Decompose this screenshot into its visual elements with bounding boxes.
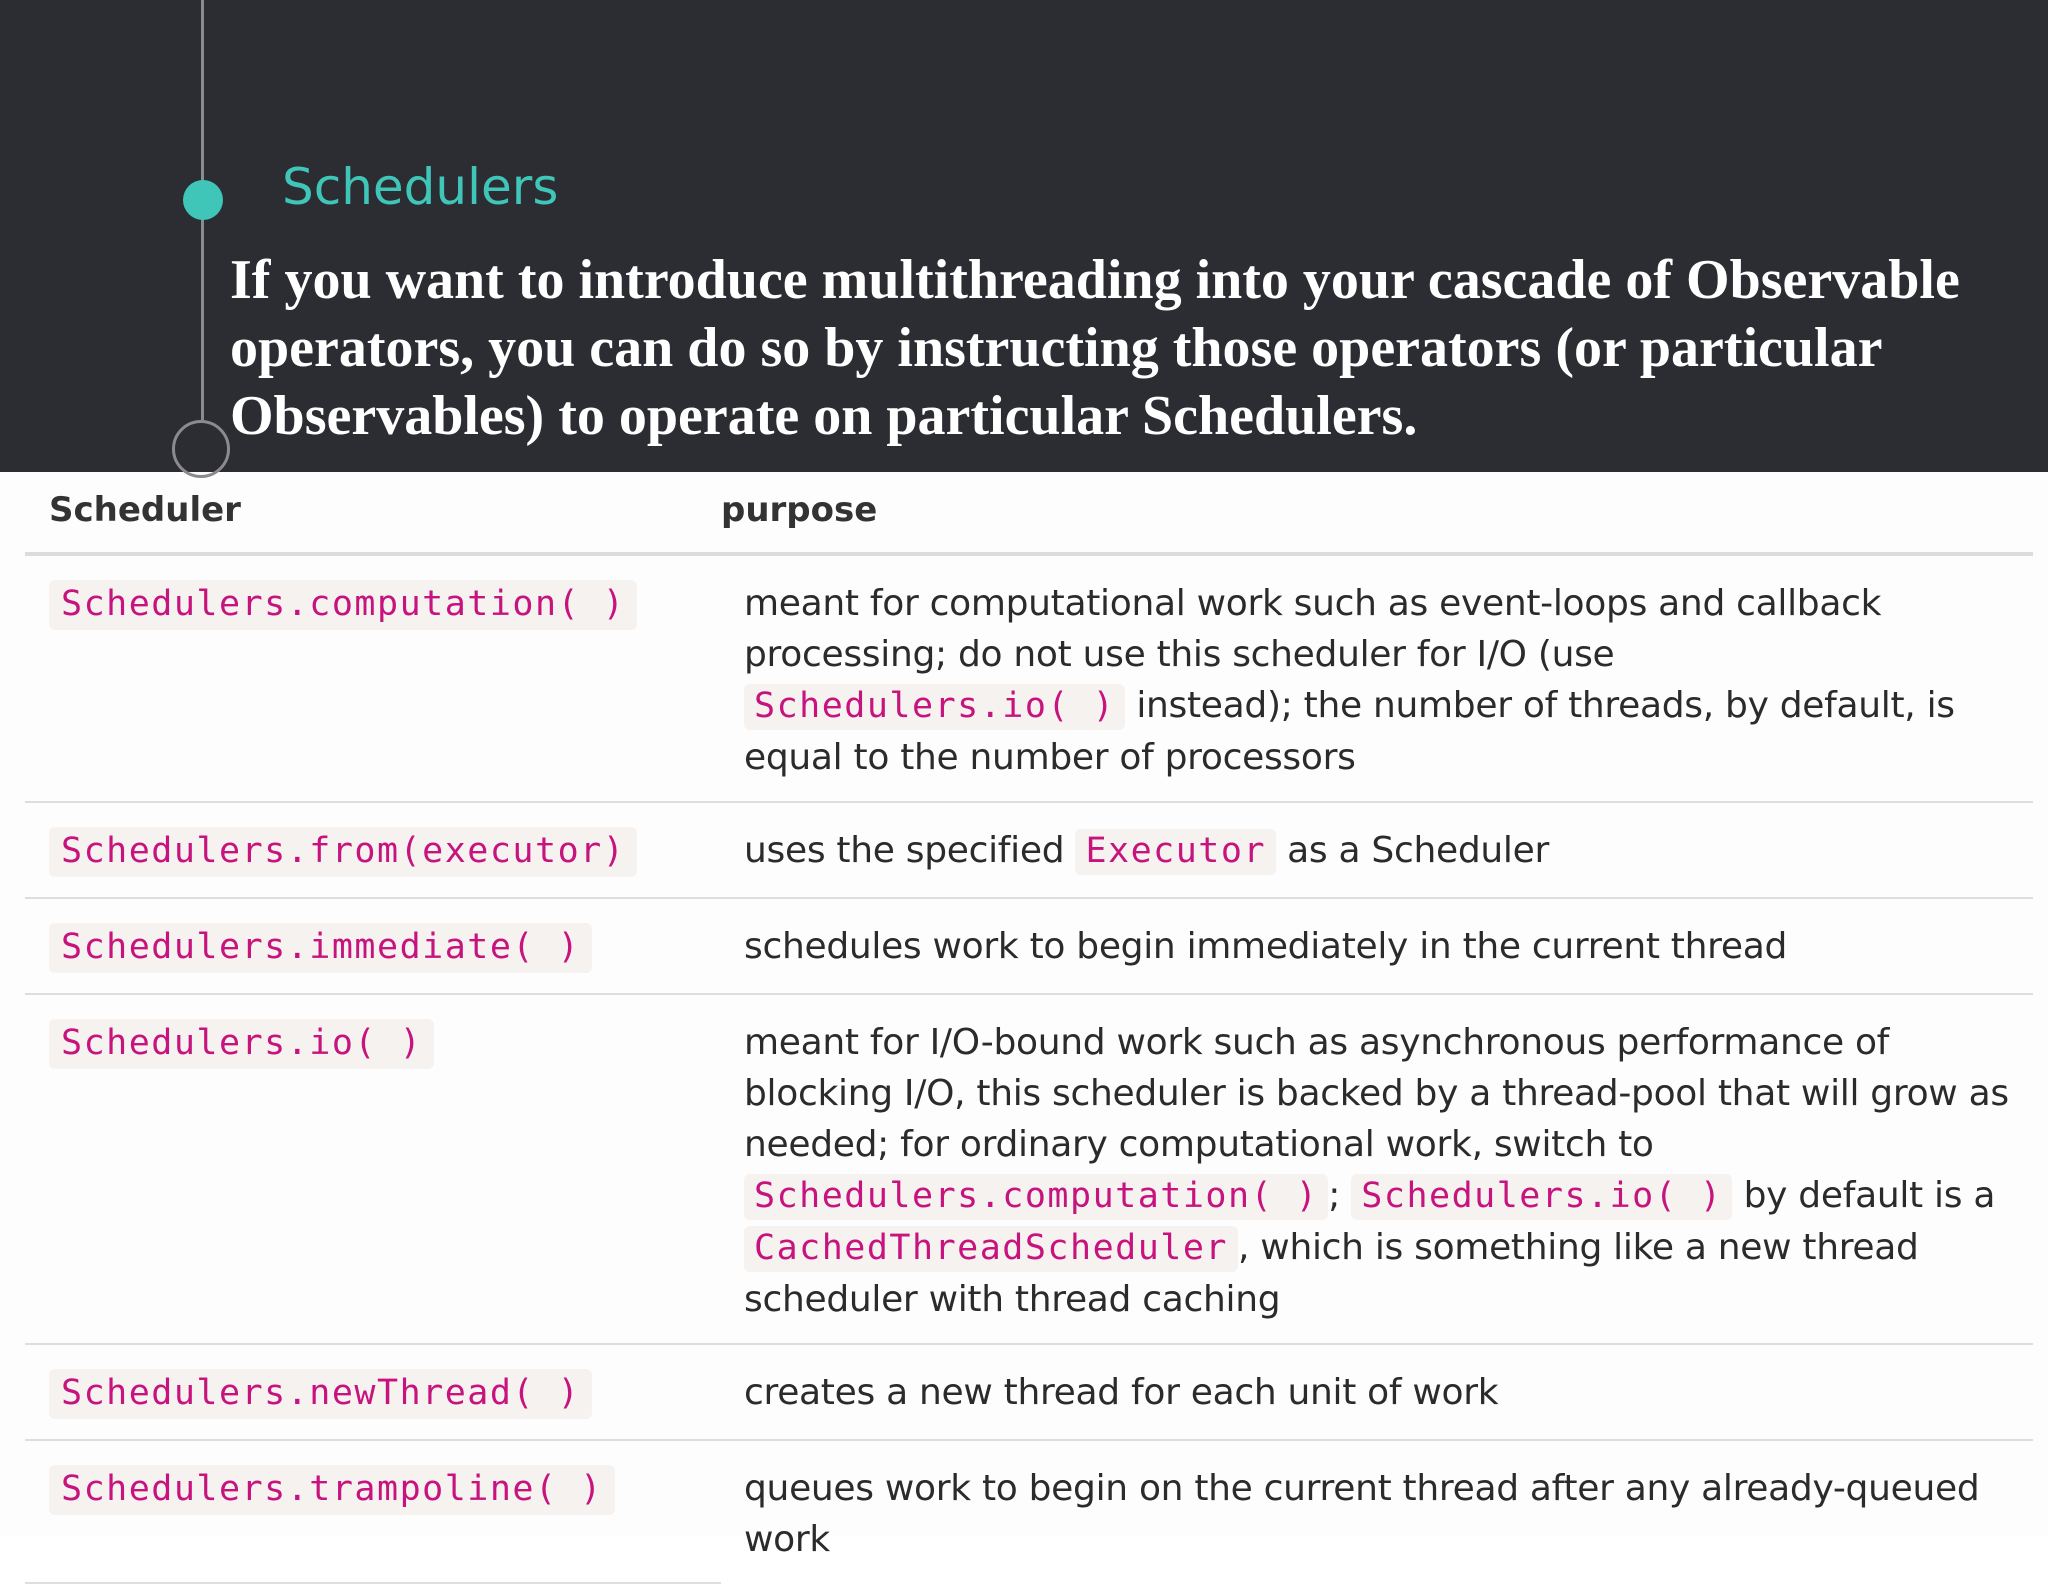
table-row [25,802,2033,898]
schedulers-table [25,472,2033,1584]
inline-code: Schedulers.io( ) [744,684,1125,730]
purpose-text: schedules work to begin immediately in the current thread [744,926,1788,967]
table-row [25,554,2033,802]
inline-code: Executor [1075,829,1276,875]
inline-code: Schedulers.io( ) [1351,1174,1732,1220]
timeline-dot-icon [183,180,223,220]
scheduler-name: Schedulers.computation( ) [49,580,637,630]
table-header-row [25,472,2033,554]
purpose-text: as a Scheduler [1287,830,1549,871]
scheduler-cell [25,898,721,994]
header-band [0,0,2048,472]
column-header-purpose: purpose [721,472,2033,554]
scheduler-name: Schedulers.from(executor) [49,827,637,877]
inline-code: Schedulers.computation( ) [744,1174,1328,1220]
purpose-cell [721,994,2033,1344]
intro-text: If you want to introduce multithreading into your cascade of Observable operators, you can do so by instructing those operators (or particular Observables) to operate on particular Schedulers. [230,249,1960,447]
purpose-text: , which is something like a new thread scheduler with thread caching [744,1227,1919,1320]
table-row [25,898,2033,994]
scheduler-name: Schedulers.trampoline( ) [49,1465,615,1515]
purpose-cell [721,554,2033,802]
purpose-cell [721,898,2033,994]
section-title: Schedulers [282,158,559,216]
purpose-text: by default is a [1743,1175,1996,1216]
purpose-text: uses the specified [744,830,1065,871]
purpose-text: queues work to begin on the current thread after any already-queued work [744,1468,1980,1560]
timeline-ring-icon [172,420,230,478]
purpose-cell [721,1344,2033,1440]
table-row [25,1440,2033,1583]
purpose-text: meant for I/O-bound work such as asynchronous performance of blocking I/O, this scheduler is backed by a thread-pool that will grow as needed; for ordinary computational work, switch to [744,1022,2009,1165]
table-row [25,994,2033,1344]
purpose-cell [721,1440,2033,1583]
inline-code: CachedThreadScheduler [744,1226,1238,1272]
purpose-text: instead); the number of threads, by default, is equal to the number of processors [744,685,1955,778]
scheduler-cell [25,802,721,898]
column-header-scheduler: Scheduler [25,472,721,554]
scheduler-cell [25,554,721,802]
scheduler-cell [25,1440,721,1583]
scheduler-name: Schedulers.newThread( ) [49,1369,592,1419]
purpose-text: meant for computational work such as event-loops and callback processing; do not use this scheduler for I/O (use [744,583,1882,675]
scheduler-cell [25,994,721,1344]
purpose-text: creates a new thread for each unit of work [744,1372,1499,1413]
purpose-text: ; [1328,1175,1341,1216]
scheduler-cell [25,1344,721,1440]
scheduler-name: Schedulers.io( ) [49,1019,434,1069]
scheduler-name: Schedulers.immediate( ) [49,923,592,973]
table-row [25,1344,2033,1440]
purpose-cell [721,802,2033,898]
